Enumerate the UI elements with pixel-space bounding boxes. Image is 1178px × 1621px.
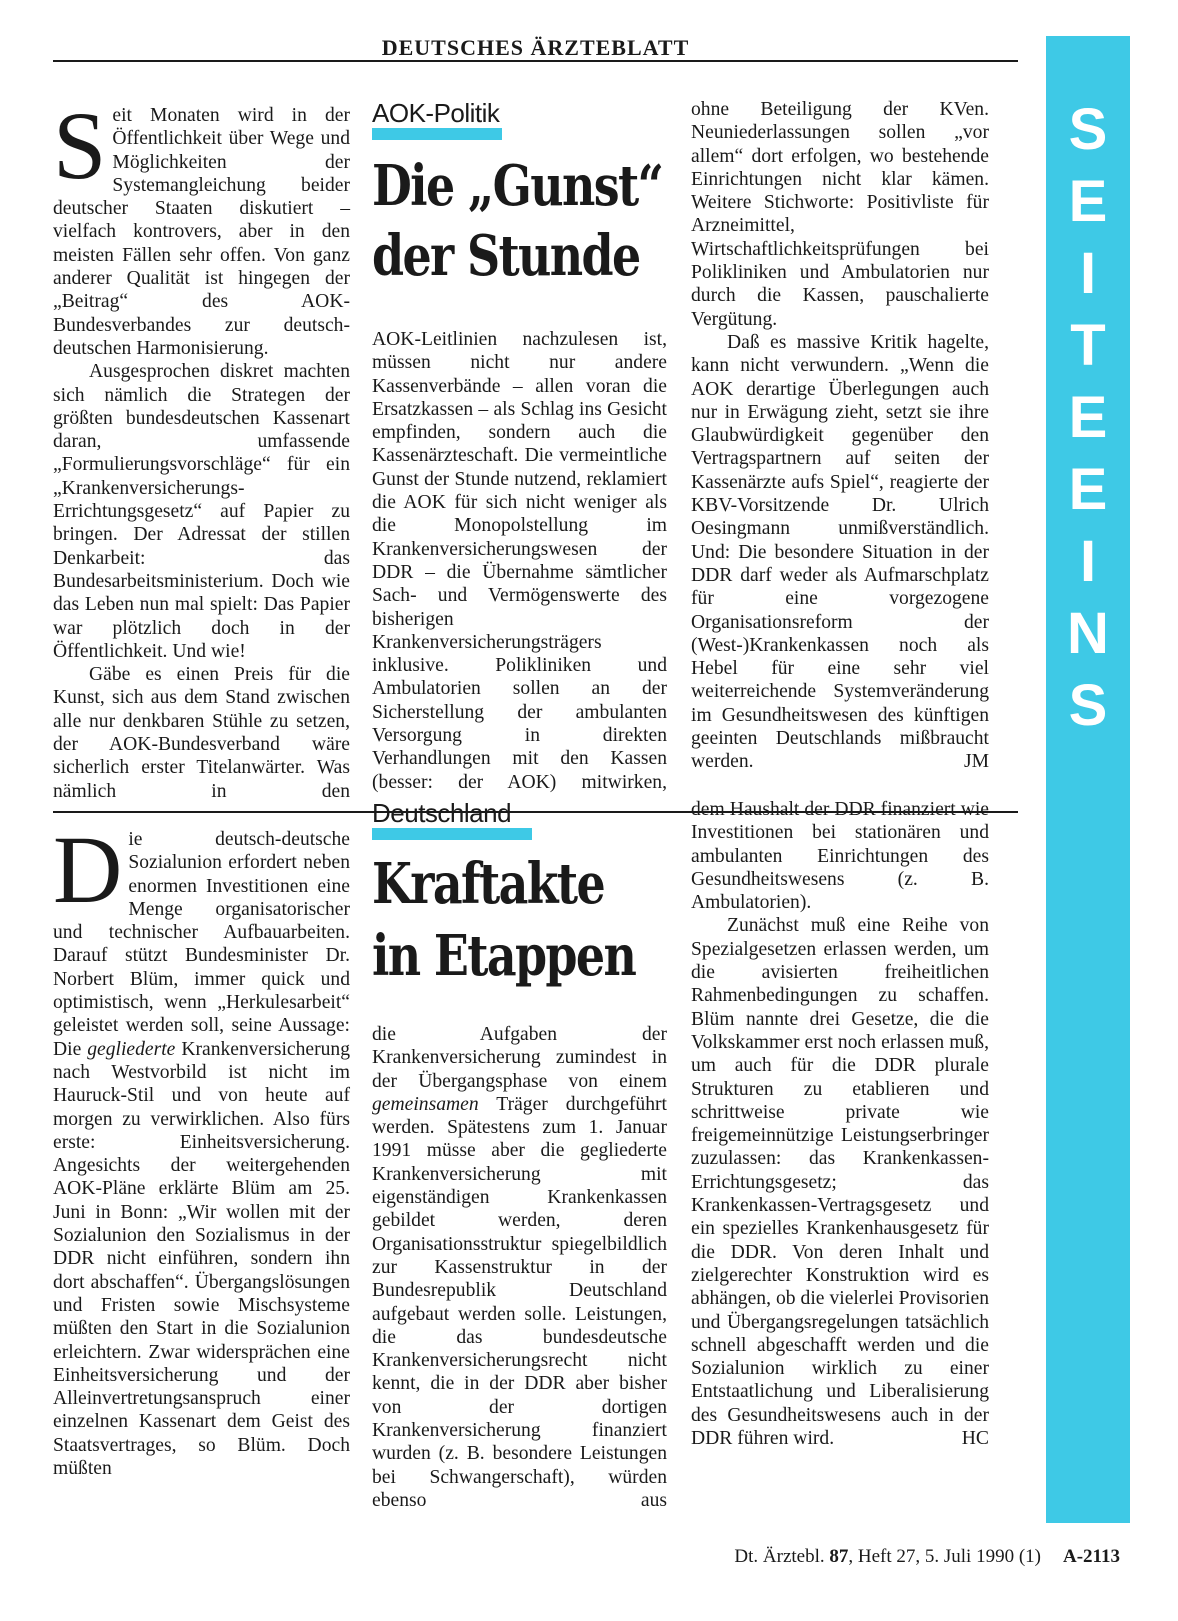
masthead-rule bbox=[53, 60, 1018, 62]
article1-col1-para1: Seit Monaten wird in der Öffentlichkeit über Wege und Möglichkeiten der Systemangleichung beider deutscher Staaten diskutiert – vielfach kontrovers, aber in den meisten Fällen sehr offen. Von ganz anderer Qualität ist hingegen der „Beitrag“ des AOK-Bundesverbandes zur deutsch-deutschen Harmonisierung. bbox=[53, 92, 350, 359]
journal-issue: , Heft 27, 5. Juli 1990 (1) bbox=[848, 1546, 1041, 1567]
article2-column-1 bbox=[53, 816, 350, 1480]
side-bar bbox=[1046, 36, 1130, 1523]
article2-headline-line2: in Etappen bbox=[372, 923, 636, 989]
drop-cap: S bbox=[53, 92, 107, 199]
page-footer bbox=[660, 1545, 1120, 1569]
masthead: DEUTSCHES ÄRZTEBLATT bbox=[381, 35, 690, 60]
journal-volume: 87 bbox=[829, 1546, 849, 1567]
article2-col1-para1: Die deutsch-deutsche Sozialunion erfordert neben enormen Investitionen eine Menge organisatorischer und technischer Aufbauarbeiten. Darauf stützt Bundesminister Dr. Norbert Blüm, immer quick und optimistisch, wenn „Herkulesarbeit“ geleistet werden soll, seine Aussage: Die gegliederte Krankenversicherung nach Westvorbild ist nicht im Hauruck-Stil und von heute auf morgen zu verwirklichen. Also fürs erste: Einheitsversicherung. Angesichts der weitergehenden AOK-Pläne erklärte Blüm am 25. Juni in Bonn: „Wir wollen mit der Sozialunion den Sozialismus in der DDR nicht einführen, sondern ihn dort abschaffen“. Übergangslösungen und Fristen sowie Mischsysteme müßten den Start in die Sozialunion erleichtern. Zwar widersprächen eine Einheitsversicherung und der Alleinvertretungsanspruch einer einzelnen Kassenart dem Geist des Staatsvertrages, so Blüm. Doch müßten bbox=[53, 816, 350, 1480]
page-number: A-2113 bbox=[1063, 1546, 1120, 1567]
side-letter: E bbox=[1068, 457, 1108, 522]
article1-col3-para2: Daß es massive Kritik hagelte, kann nicht verwundern. „Wenn die AOK derartige Überlegungen auch nur in Erwägung zieht, setzt sie ihre Glaubwürdigkeit gegenüber den Vertragspartnern auf seiten der Kassenärzte aufs Spiel“, reagierte der KBV-Vorsitzende Dr. Ulrich Oesingmann unmißverständlich. Und: Die besondere Situation in der DDR darf weder als Aufmarschplatz für eine vorgezogene Organisationsreform der (West-)Krankenkassen noch als Hebel für eine sehr viel weiterreichende Systemveränderung im Gesundheitswesen des künftigen geeinten Deutschlands mißbraucht werden. JM bbox=[691, 331, 989, 773]
article2-kicker-bar bbox=[372, 828, 532, 840]
side-letter: I bbox=[1079, 529, 1097, 594]
article2-column-2 bbox=[372, 1023, 667, 1512]
side-letter: S bbox=[1068, 673, 1108, 738]
article1-col1-para2: Ausgesprochen diskret machten sich nämlich die Strategen der größten bundesdeutschen Kassenart daran, umfassende „Formulierungsvorschläge“ für ein „Krankenversicherungs-Errichtungsgesetz“ auf Papier zu bringen. Der Adressat der stillen Denkarbeit: das Bundesarbeitsministerium. Doch wie das Leben nun mal spielt: Das Papier war plötzlich doch in der Öffentlichkeit. Und wie! bbox=[53, 361, 350, 662]
side-letter: E bbox=[1068, 385, 1108, 450]
article2-col3-para1: dem Haushalt der DDR finanziert wie Investitionen bei stationären und ambulanten Einrichtungen des Gesundheitswesens (z. B. Ambulatorien). bbox=[691, 799, 989, 914]
article1-column-2 bbox=[372, 328, 667, 794]
article2-signature: HC bbox=[961, 1428, 989, 1450]
article1-headline-line2: der Stunde bbox=[372, 223, 640, 289]
side-letter: S bbox=[1068, 97, 1108, 162]
side-letter: I bbox=[1079, 241, 1097, 306]
side-letter: T bbox=[1070, 313, 1106, 378]
article2-col3-para2: Zunächst muß eine Reihe von Spezialgesetzen erlassen werden, um die avisierten freiheitlichen Rahmenbedingungen zu schaffen. Blüm nannte drei Gesetze, die die Volkskammer erst noch erlassen muß, um auch für die DDR plurale Strukturen zu etablieren und schrittweise private wie freigemeinnützige Leistungserbringer zuzulassen: das Krankenkassen-Errichtungsgesetz; das Krankenkassen-Vertragsgesetz und ein spezielles Krankenhausgesetz für die DDR. Von deren Inhalt und zielgerechter Konstruktion wird es abhängen, ob die vielerlei Provisorien und Übergangsregelungen tatsächlich schnell abgeschafft werden und die Sozialunion wirklich zu einer Entstaatlichung und Liberalisierung des Gesundheitswesens auch in der DDR führen wird. HC bbox=[691, 915, 989, 1450]
drop-cap: D bbox=[53, 816, 123, 923]
article2-column-3 bbox=[691, 798, 989, 1450]
side-letter: N bbox=[1067, 601, 1109, 666]
side-letter: E bbox=[1068, 169, 1108, 234]
article1-kicker: AOK-Politik bbox=[372, 98, 500, 128]
journal-name: Dt. Ärztebl. bbox=[734, 1546, 825, 1567]
article2-headline-line1: Kraftakte bbox=[372, 851, 605, 917]
article2-col2-para1: die Aufgaben der Krankenversicherung zumindest in der Übergangsphase von einem gemeinsamen Träger durchgeführt werden. Spätestens zum 1. Januar 1991 müsse aber die gegliederte Krankenversicherung mit eigenständigen Krankenkassen gebildet werden, deren Organisationsstruktur spiegelbildlich zur Kassenstruktur in der Bundesrepublik Deutschland aufgebaut werden solle. Leistungen, die das bundesdeutsche Krankenversicherungsrecht nicht kennt, die in der DDR aber bisher von der dortigen Krankenversicherung finanziert wurden (z. B. besondere Leistungen bei Schwangerschaft), würden ebenso aus bbox=[372, 1024, 667, 1511]
side-label bbox=[1046, 94, 1130, 742]
article1-col1-para3: Gäbe es einen Preis für die Kunst, sich aus dem Stand zwischen alle nur denkbaren Stühle zu setzen, der AOK-Bundesverband wäre sicherlich erster Titelanwärter. Was nämlich in den bbox=[53, 664, 350, 802]
article1-signature: JM bbox=[963, 751, 989, 773]
article1-headline-line1: Die „Gunst“ bbox=[372, 153, 663, 219]
article2-kicker: Deutschland bbox=[372, 798, 512, 828]
article1-column-1 bbox=[53, 92, 350, 803]
article1-col3-para1: ohne Beteiligung der KVen. Neuniederlassungen sollen „vor allem“ dort erfolgen, wo bestehende Einrichtungen nicht klar kämen. Weitere Stichworte: Positivliste für Arzneimittel, Wirtschaftlichkeitsprüfungen bei Polikliniken und Ambulatorien nur durch die Kassen, pauschalierte Vergütung. bbox=[691, 99, 989, 330]
article1-column-3 bbox=[691, 98, 989, 774]
article1-kicker-bar bbox=[372, 128, 502, 140]
article1-col2-para1: AOK-Leitlinien nachzulesen ist, müssen nicht nur andere Kassenverbände – allen voran die Ersatzkassen – als Schlag ins Gesicht empfinden, sondern auch die Kassenärzteschaft. Die vermeintliche Gunst der Stunde nutzend, reklamiert die AOK für sich nicht weniger als die Monopolstellung im Krankenversicherungswesen der DDR – die Übernahme sämtlicher Sach- und Vermögenswerte des bisherigen Krankenversicherungsträgers inklusive. Polikliniken und Ambulatorien sollen an der Sicherstellung der ambulanten Versorgung in direkten Verhandlungen mit den Kassen (besser: der AOK) mitwirken, bbox=[372, 329, 667, 793]
